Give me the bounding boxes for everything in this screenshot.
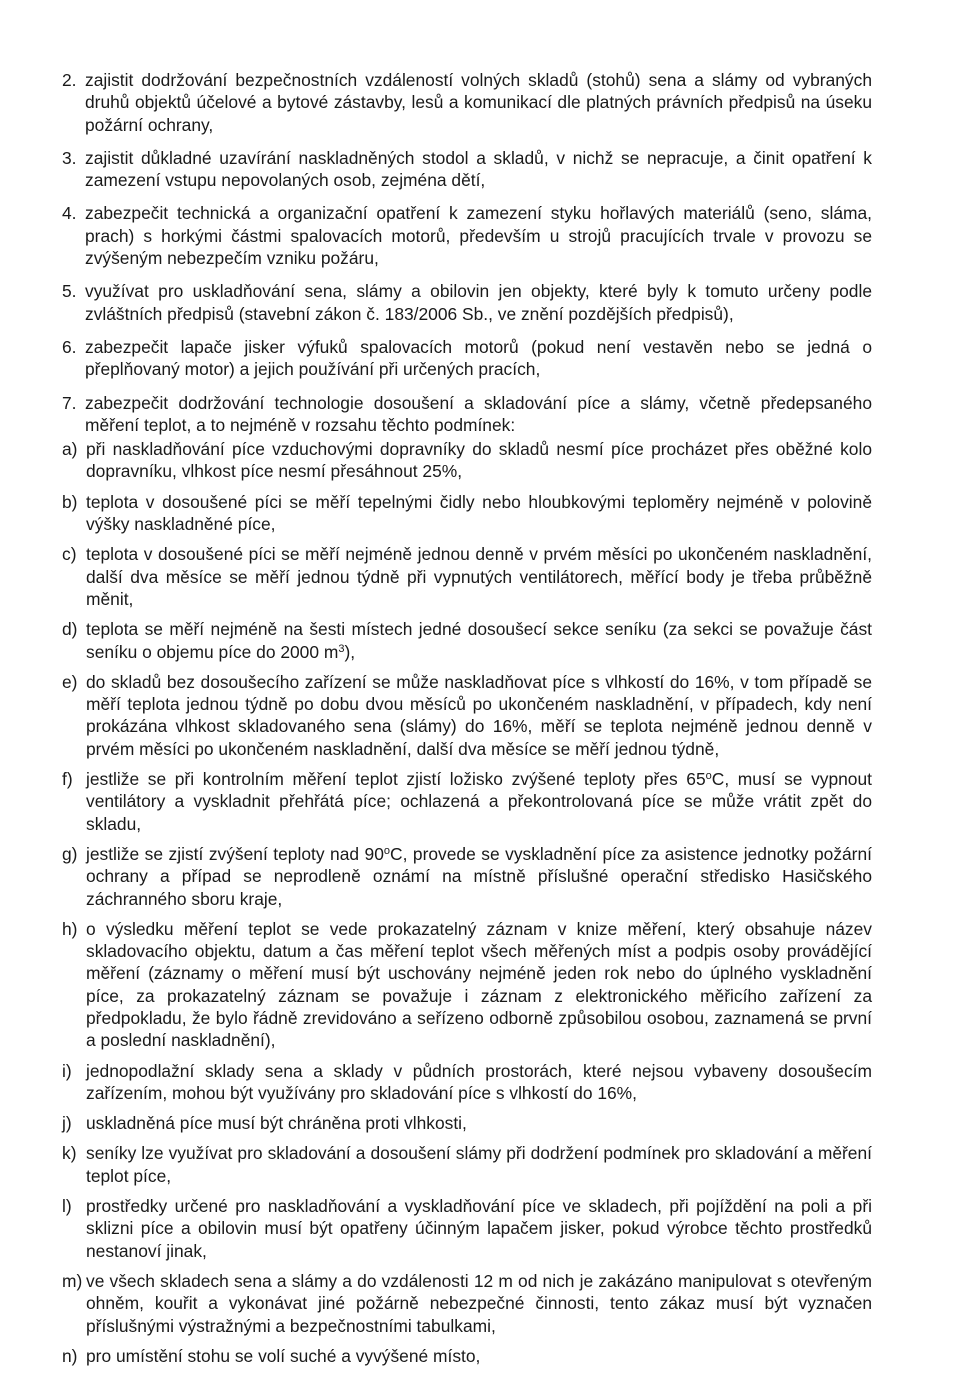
sub-item-k <box>62 1142 872 1187</box>
item-text: využívat pro uskladňování sena, slámy a obilovin jen objekty, které byly k tomuto určeny podle zvláštních předpisů (stavební zákon č. 183/2006 Sb., ve znění pozdějších předpisů), <box>85 281 872 324</box>
item-text: zabezpečit dodržování technologie dosoušení a skladování píce a slámy, včetně předepsaného měření teplot, a to nejméně v rozsahu těchto podmínek: <box>85 392 872 435</box>
item-number: 2. <box>62 70 77 90</box>
sub-item-e <box>62 671 872 760</box>
sub-item-text-end: C, musí se vypnout ventilátory a vyskladnit přehřátá píce; ochlazená a překontrolovaná píce se může vrátit zpět do skladu, <box>86 769 872 834</box>
sub-item-text: teplota v dosoušené píci se měří tepelnými čidly nebo hloubkovými teploměry nejméně v polovině výšky naskladněné píce, <box>86 491 872 535</box>
sub-item-text: teplota v dosoušené píci se měří nejméně jednou denně v prvém měsíci po ukončeném naskladnění, další dva měsíce se měří jednou týdně při vypnutých ventilátorech, měřící body je třeba průběžně měnit, <box>86 544 872 609</box>
list-item-4 <box>62 202 872 269</box>
sub-item-letter: n) <box>62 1345 78 1366</box>
sub-list <box>62 438 872 1367</box>
sub-item-text: jestliže se zjistí zvýšení teploty nad 90 <box>86 843 384 864</box>
sub-item-n <box>62 1345 872 1367</box>
list-item-6 <box>62 336 872 381</box>
sub-item-letter: b) <box>62 491 78 512</box>
sub-item-letter: a) <box>62 439 78 460</box>
item-number: 5. <box>62 281 77 302</box>
item-text: zajistit důkladné uzavírání naskladněných stodol a skladů, v nichž se nepracuje, a činit opatření k zamezení vstupu nepovolaných osob, zejména dětí, <box>85 147 872 191</box>
sub-item-l <box>62 1195 872 1262</box>
sub-item-letter: l) <box>62 1196 72 1217</box>
sub-item-letter: e) <box>62 671 78 692</box>
sub-item-h <box>62 918 872 1052</box>
sub-item-text: jednopodlažní sklady sena a sklady v půdních prostorách, které nejsou vybaveny dosoušecím zařízením, mohou být využívány pro skladování píce s vlhkostí do 16%, <box>86 1060 872 1103</box>
sub-item-text: ve všech skladech sena a slámy a do vzdálenosti 12 m od nich je zakázáno manipulovat s otevřeným ohněm, kouřit a vykonávat jiné požárně nebezpečné činnosti, tento zákaz musí být vyznačen příslušnými výstražnými a bezpečnostními tabulkami, <box>86 1270 872 1336</box>
sub-item-letter: f) <box>62 769 73 790</box>
sub-item-text: uskladněná píce musí být chráněna proti vlhkosti, <box>86 1113 467 1134</box>
item-number: 6. <box>62 336 77 357</box>
sub-item-g <box>62 843 872 910</box>
sub-item-text: prostředky určené pro naskladňování a vyskladňování píce ve skladech, při pojíždění na poli a při sklizni píce a obilovin musí být opatřeny účinným lapačem jisker, pokud výrobce těchto prostředků nestanoví jinak, <box>86 1196 872 1261</box>
list-item-7 <box>62 392 872 1368</box>
sub-item-m <box>62 1270 872 1337</box>
sub-item-letter: k) <box>62 1143 77 1164</box>
sub-item-d <box>62 618 872 663</box>
sub-item-letter: d) <box>62 619 78 640</box>
sub-item-letter: g) <box>62 843 78 864</box>
sub-item-a <box>62 438 872 483</box>
list-item-2 <box>62 69 872 136</box>
degree-sign: o <box>383 844 391 857</box>
sub-item-f <box>62 768 872 835</box>
sub-item-letter: h) <box>62 918 78 939</box>
sub-item-text-end: ), <box>344 641 356 662</box>
list-item-5 <box>62 280 872 325</box>
sub-item-text: seníky lze využívat pro skladování a dosoušení slámy při dodržení podmínek pro skladování a měření teplot píce, <box>86 1143 872 1186</box>
sub-item-letter: j) <box>62 1113 72 1134</box>
sub-item-text: o výsledku měření teplot se vede prokazatelný záznam v knize měření, který obsahuje název skladovacího objektu, datum a čas měření teplot všech měřených míst a podpis osoby provádějící měření (záznamy o měření musí být uschovány nejméně jeden rok nebo do úplného vyskladnění píce, za prokazatelný záznam se považuje i záznam z elektronického měřicího zařízení za předpokladu, že bylo řádně zrevidováno a seřízeno odborně způsobilou osobou, zaznamená se první a poslední naskladnění), <box>86 918 872 1051</box>
sub-item-letter: m) <box>62 1270 83 1291</box>
item-number: 3. <box>62 147 77 168</box>
list-item-3 <box>62 147 872 192</box>
sub-item-text-end: C, provede se vyskladnění píce za asistence jednotky požární ochrany a případ se neprodleně oznámí na místně příslušné operační středisko Hasičského záchranného sboru kraje, <box>86 843 872 909</box>
sub-item-letter: i) <box>62 1060 72 1081</box>
superscript: 3 <box>338 642 345 655</box>
sub-item-text: jestliže se při kontrolním měření teplot zjistí ložisko zvýšené teploty přes 65 <box>86 769 706 790</box>
sub-item-text: do skladů bez dosoušecího zařízení se může naskladňovat píce s vlhkostí do 16%, v tom případě se měří teplota jednou týdně po dobu dvou měsíců po ukončeném naskladnění, v případech, kdy není prokázána vlhkost skladovaného sena (slámy) do 16%, měří se teplota nejméně jednou denně v prvém měsíci po ukončeném naskladnění, další dva měsíce se měří jednou týdně, <box>86 671 872 759</box>
item-text: zajistit dodržování bezpečnostních vzdáleností volných skladů (stohů) sena a slámy od vybraných druhů objektů účelové a bytové zástavby, lesů a komunikací dle platných právních předpisů na úseku požární ochrany, <box>85 70 872 135</box>
degree-sign: o <box>705 770 712 783</box>
item-number: 4. <box>62 203 77 224</box>
numbered-list <box>62 69 872 1378</box>
item-text: zabezpečit technická a organizační opatření k zamezení styku hořlavých materiálů (seno, sláma, prach) s horkými částmi spalovacích motorů, především u strojů pracujících trvale v provozu se zvýšeným nebezpečím vzniku požáru, <box>85 203 872 269</box>
sub-item-text: pro umístění stohu se volí suché a vyvýšené místo, <box>86 1345 481 1366</box>
sub-item-b <box>62 491 872 536</box>
item-text: zabezpečit lapače jisker výfuků spalovacích motorů (pokud není vestavěn nebo se jedná o přeplňovaný motor) a jejich používání při určených pracích, <box>85 336 872 380</box>
item-number: 7. <box>62 392 77 413</box>
sub-item-letter: c) <box>62 544 77 565</box>
sub-item-j <box>62 1112 872 1134</box>
sub-item-i <box>62 1060 872 1105</box>
sub-item-c <box>62 543 872 610</box>
sub-item-text: při naskladňování píce vzduchovými dopravníky do skladů nesmí píce procházet přes oběžné kolo dopravníku, vlhkost píce nesmí přesáhnout 25%, <box>86 439 872 482</box>
sub-item-text: teplota se měří nejméně na šesti místech jedné dosoušecí sekce seníku (za sekci se považuje část seníku o objemu píce do 2000 m <box>86 619 872 662</box>
